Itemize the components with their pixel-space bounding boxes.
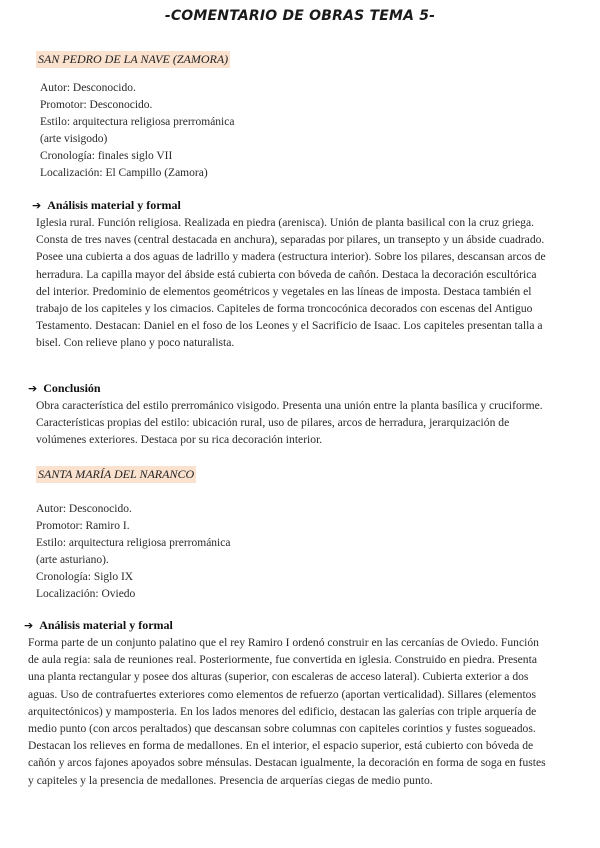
work1-promoter: Promotor: Desconocido. <box>40 99 153 111</box>
work1-author: Autor: Desconocido. <box>40 82 136 94</box>
work2-title: SANTA MARÍA DEL NARANCO <box>38 467 195 481</box>
work2-style-detail: (arte asturiano). <box>36 554 109 566</box>
arrow-icon: ➔ <box>24 619 34 632</box>
arrow-icon: ➔ <box>32 199 42 212</box>
page-title: -COMENTARIO DE OBRAS TEMA 5- <box>164 8 436 24</box>
work1-info <box>40 80 234 182</box>
work1-style: Estilo: arquitectura religiosa prerrománica <box>40 116 235 128</box>
work2-analysis-text: Forma parte de un conjunto palatino que el rey Ramiro I ordenó construir en las cercanías de Oviedo. Función de aula regia: sala de reuniones real. Posteriormente, fue convertida en iglesia. Construido en piedra. Presenta una planta rectangular y posee dos alturas (superior, con escaleras de acceso lateral). Cubierta exterior a dos aguas. Uso de contrafuertes exteriores como elementos de refuerzo (aportan verticalidad). Sillares (elementos arquitectónicos) y mamposteria. En los lados menores del edificio, destacan las galerías con triple arquería de medio punto (con arcos peraltados) que descansan sobre columnas con capiteles corintios y fustes sogueados. Destacan los relieves en forma de medallones. En el interior, el espacio superior, está cubierto con bóveda de cañón y arcos fajones apoyados sobre ménsulas. Destacan igualmente, la decoración en forma de soga en fustes y capiteles y la presencia de medallones. Presencia de arquerías ciegas de medio punto. <box>28 636 546 787</box>
work2-style: Estilo: arquitectura religiosa prerrománica <box>36 537 231 549</box>
work2-author: Autor: Desconocido. <box>36 503 132 515</box>
work1-conclusion-text: Obra característica del estilo prerrománico visigodo. Presenta una unión entre la planta basílica y cruciforme. Características propias del estilo: ubicación rural, uso de pilares, arcos de herradura, jerarquización de volúmenes exteriores. Destaca por su rica decoración interior. <box>36 399 543 447</box>
work2-chronology: Cronología: Siglo IX <box>36 571 134 583</box>
work2-promoter: Promotor: Ramiro I. <box>36 520 130 532</box>
work1-location: Localización: El Campillo (Zamora) <box>40 167 208 179</box>
work1-chronology: Cronología: finales siglo VII <box>40 150 173 162</box>
work1-analysis-heading: ➔ Análisis material y formal <box>32 198 181 212</box>
work2-location: Localización: Oviedo <box>36 588 136 600</box>
work1-conclusion-heading: ➔ Conclusión <box>28 381 101 395</box>
work1-title: SAN PEDRO DE LA NAVE (ZAMORA) <box>38 52 229 66</box>
work1-style-detail: (arte visigodo) <box>40 133 108 145</box>
work1-analysis-text: Iglesia rural. Función religiosa. Realizada en piedra (arenisca). Unión de planta basilical con la cruz griega. Consta de tres naves (central destacada en anchura), separadas por pilares, un transepto y un ábside cuadrado. Posee una cubierta a dos aguas de ladrillo y madera (estructura interior). Sobre los pilares, descansan arcos de herradura. La capilla mayor del ábside está cubierta con bóveda de cañón. Destaca la decoración escultórica del interior. Predominio de elementos geométricos y vegetales en las líneas de imposta. Destaca también el trabajo de los capiteles y los cimacios. Capiteles de forma troncocónica decorados con escenas del Antiguo Testamento. Destacan: Daniel en el foso de los Leones y el Sacrificio de Isaac. Los capiteles presentan talla a bisel. Con relieve plano y poco naturalista. <box>36 216 546 350</box>
work2-info <box>36 501 230 603</box>
arrow-icon: ➔ <box>28 382 38 395</box>
work2-analysis-heading: ➔ Análisis material y formal <box>24 618 173 632</box>
